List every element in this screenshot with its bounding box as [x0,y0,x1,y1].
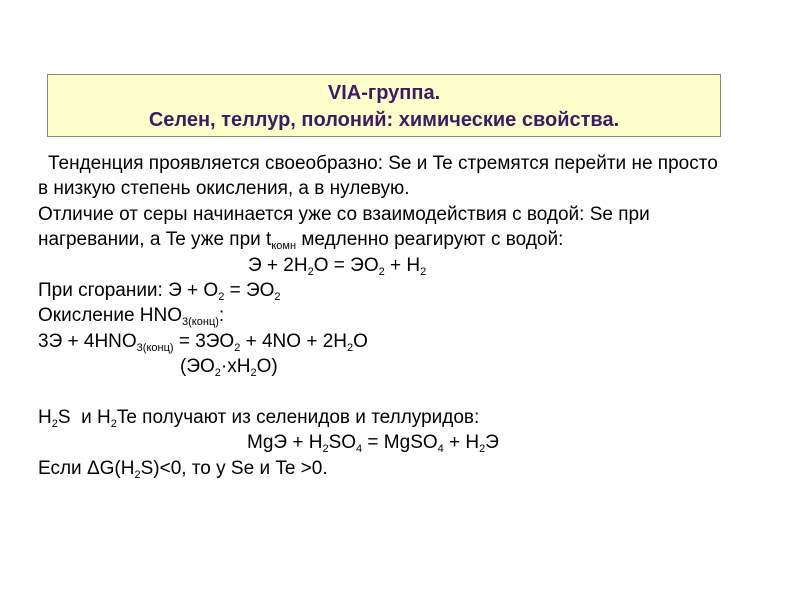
subscript: 2 [274,290,281,303]
tendency-line-2: в низкую степень окисления, а в нулевую. [38,178,410,200]
subscript: 2 [347,341,354,354]
subscript: 4 [437,443,444,456]
tendency-line-1: Тенденция проявляется своеобразно: Se и Te стремятся перейти не просто [48,153,718,174]
oxidation-label: Окисление $HNO_{3(конц)}$: [38,305,225,329]
blank-line [38,380,798,405]
title-line-1: VIA-группа. [327,82,441,104]
selenide-line: $H_2S$ и $H_2Te$ получают из селенидов и теллуридов: [38,406,480,430]
subscript: 2 [51,417,58,430]
subscript: 2 [218,290,225,303]
subscript: 2 [420,265,427,278]
title-line-2: Селен, теллур, полоний: химические свойства. [148,109,620,131]
equation-magnesium: MgЭ + $H_2SO_4$ = MgSO$_4$ + $H_2Э$ [247,432,499,456]
subscript: 2 [134,468,141,481]
subscript: 2 [234,341,241,354]
subscript: 2 [322,443,329,456]
equation-nitric-acid: $3Э + 4HNO_{3(конц)} = 3ЭO_2 + 4NO + 2H_2O$ [38,330,368,354]
subscript: 2 [214,367,221,380]
subscript: 3(конц) [136,341,174,354]
water-reaction-line-2: нагревании, а Te уже при $t_{комн}$ медленно реагируют с водой: [38,229,564,253]
title-box [47,74,721,137]
subscript: 2 [110,417,117,430]
water-reaction-line-1: Отличие от серы начинается уже со взаимодействия с водой: Se при [38,203,650,225]
subscript: 2 [250,367,257,380]
subscript: 3(конц) [182,316,219,329]
body-text [38,151,798,481]
subscript: 2 [307,265,314,278]
subscript: 2 [479,443,486,456]
hydrate-note: $(ЭO_2\cdot xH_2O)$ [180,356,278,380]
equation-water: $Э + 2H_2O = ЭO_2 + H_2$ [248,254,427,278]
subscript: 2 [378,265,385,278]
subscript: комн [271,240,297,253]
subscript: 4 [356,443,363,456]
combustion-line: При сгорании: $Э + O_2 = ЭO_2$ [38,279,281,303]
gibbs-line: Если $\Delta G(H_2S)<0$, то у Se и Te >0. [38,457,328,481]
